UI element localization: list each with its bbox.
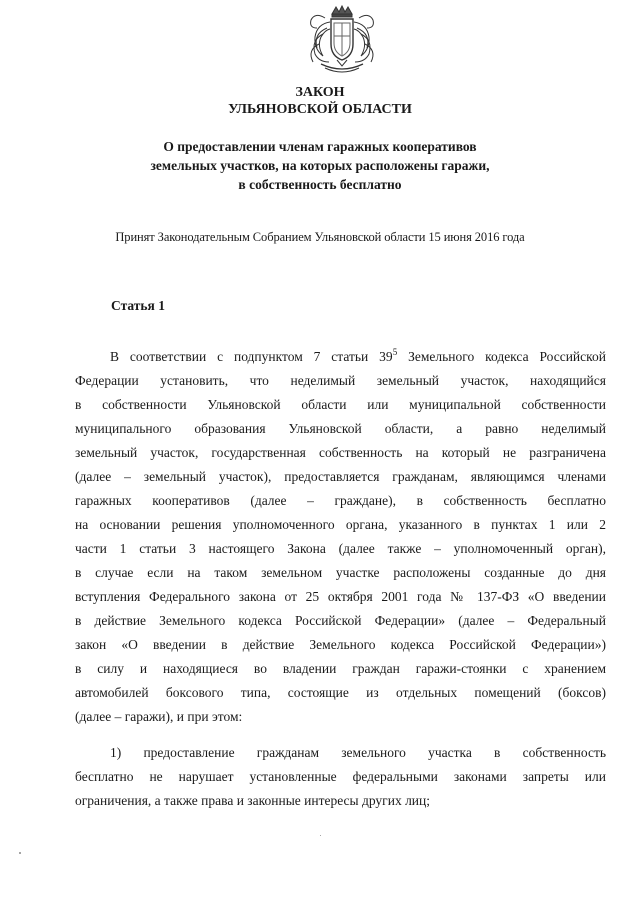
scan-speck bbox=[320, 835, 321, 836]
paragraph-line: вступления Федерального закона от 25 октября 2001 года № 137-ФЗ «О введении bbox=[75, 589, 606, 604]
paragraph-line: в собственности Ульяновской области или муниципальной собственности bbox=[75, 397, 606, 412]
paragraph-line: закон «О введении в действие Земельного кодекса Российской Федерации») bbox=[75, 637, 606, 652]
paragraph-line: земельный участок, государственная собственность на который не разграничена bbox=[75, 445, 606, 460]
paragraph-line: муниципального образования Ульяновской области, а равно неделимый bbox=[75, 421, 606, 436]
paragraph-line: в силу и находящиеся во владении граждан гаражи-стоянки с хранением bbox=[75, 661, 606, 676]
paragraph-line: Федерации установить, что неделимый земельный участок, находящийся bbox=[75, 373, 606, 388]
list-item-line: бесплатно не нарушает установленные федеральными законами запреты или bbox=[75, 769, 606, 784]
adoption-statement: Принят Законодательным Собранием Ульяновской области 15 июня 2016 года bbox=[115, 230, 525, 244]
paragraph-last-line: (далее – гаражи), и при этом: bbox=[75, 709, 243, 724]
paragraph-line: гаражных кооперативов (далее – граждане), в собственность бесплатно bbox=[75, 493, 606, 508]
paragraph-line: (далее – земельный участок), предоставляется гражданам, являющимся членами bbox=[75, 469, 606, 484]
paragraph-line: в случае если на таком земельном участке расположены созданные до дня bbox=[75, 565, 606, 580]
article-heading: Статья 1 bbox=[111, 298, 165, 313]
paragraph-first-line bbox=[110, 348, 606, 366]
list-item-last-line: ограничения, а также права и законные интересы других лиц; bbox=[75, 793, 431, 808]
paragraph-line: автомобилей боксового типа, состоящие из отдельных помещений (боксов) bbox=[75, 685, 606, 700]
law-title-line: О предоставлении членам гаражных кооперативов bbox=[163, 139, 477, 154]
paragraph-line: на основании решения уполномоченного органа, указанного в пунктах 1 или 2 bbox=[75, 517, 606, 532]
paragraph-line: в действие Земельного кодекса Российской Федерации» (далее – Федеральный bbox=[75, 613, 606, 628]
scan-speck bbox=[19, 852, 21, 854]
region-name: УЛЬЯНОВСКОЙ ОБЛАСТИ bbox=[228, 102, 412, 117]
law-title-line: в собственность бесплатно bbox=[238, 177, 402, 192]
text-fragment: В соответствии с подпунктом 7 статьи 39 bbox=[110, 349, 393, 364]
list-item-first-line: 1) предоставление гражданам земельного участка в собственность bbox=[110, 745, 606, 760]
text-fragment: Земельного кодекса Российской bbox=[397, 349, 606, 364]
coat-of-arms-emblem bbox=[303, 4, 381, 78]
law-word: ЗАКОН bbox=[295, 85, 345, 100]
superscript: 5 bbox=[392, 346, 398, 357]
paragraph-line: части 1 статьи 3 настоящего Закона (далее также – уполномоченный орган), bbox=[75, 541, 606, 556]
law-title-line: земельных участков, на которых расположены гаражи, bbox=[150, 158, 490, 173]
